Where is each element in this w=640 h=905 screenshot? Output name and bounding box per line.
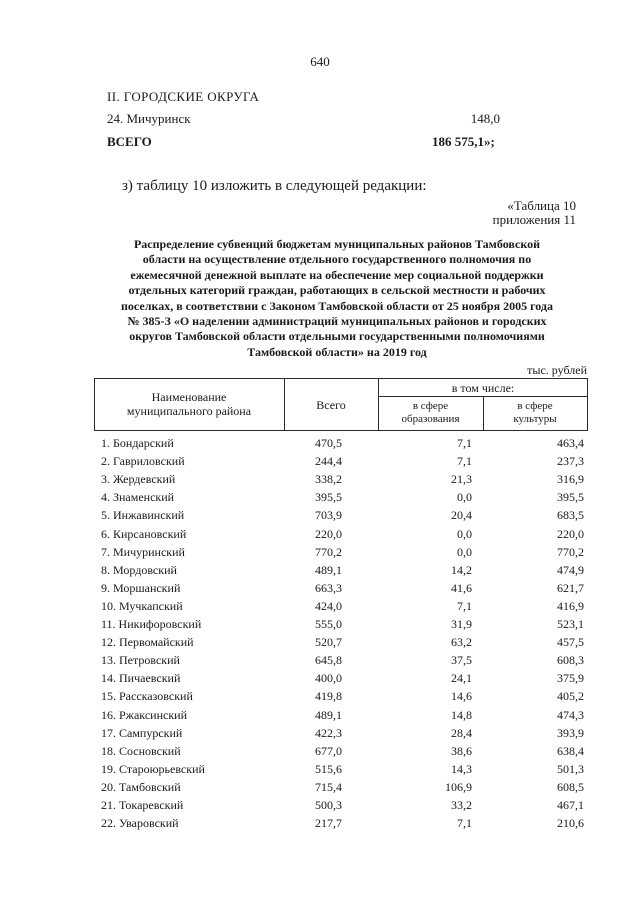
education-value: 106,9 [445,779,472,794]
culture-value: 463,4 [557,436,584,450]
total-value: 470,5 [315,436,342,450]
header-district-name: Наименование муниципального района [126,390,252,418]
section-heading: II. ГОРОДСКИЕ ОКРУГА [107,89,260,104]
town-row-value: 148,0 [470,111,500,126]
table-title-line: поселках, в соответствии с Законом Тамбовской области от 25 ноября 2005 года [121,298,553,313]
culture-value: 683,5 [557,508,584,523]
total-value: 715,4 [315,779,342,794]
district-name: 15. Рассказовский [101,689,193,704]
header-education: в сфере образования [401,400,460,425]
education-value: 14,3 [451,761,472,776]
district-name: 4. Знаменский [101,490,175,505]
education-value: 7,1 [457,816,472,831]
total-value: 400,0 [315,671,342,686]
culture-value: 375,9 [557,671,584,686]
total-value: 703,9 [315,508,342,523]
table-top-border [94,378,588,379]
district-name: 17. Сампурский [101,725,183,740]
header-total: Всего [316,398,346,412]
culture-value: 608,5 [557,779,584,794]
district-name: 6. Кирсановский [101,526,187,541]
total-value: 645,8 [315,653,342,668]
total-value: 677,0 [315,743,342,758]
culture-value: 416,9 [557,598,584,613]
table-title-line: отдельных категорий граждан, работающих в сельской местности и рабочих [128,283,546,298]
culture-value: 467,1 [557,798,584,812]
education-value: 14,2 [451,562,472,577]
district-name: 2. Гавриловский [101,454,185,469]
culture-value: 405,2 [557,689,584,704]
table-title-line: Тамбовской области» на 2019 год [247,344,427,359]
table-title-line: округов Тамбовской области отдельными государственными полномочиями [129,329,545,344]
education-value: 38,6 [451,743,472,758]
culture-value: 621,7 [557,580,584,595]
education-value: 41,6 [451,580,472,595]
education-value: 0,0 [457,490,472,505]
total-value: 515,6 [315,761,342,776]
header-including: в том числе: [451,381,515,395]
education-value: 7,1 [457,454,472,469]
culture-value: 220,0 [557,526,584,541]
district-name: 13. Петровский [101,653,180,668]
total-value: 663,3 [315,580,342,595]
district-name: 9. Моршанский [101,580,181,595]
culture-value: 523,1 [557,617,584,631]
table-title-line: ежемесячной денежной выплате на обеспечение мер социальной поддержки [130,267,544,282]
culture-value: 457,5 [557,635,584,650]
total-value: 422,3 [315,725,342,740]
table-title [100,237,574,360]
total-value: 770,2 [315,544,342,559]
total-value: 419,8 [315,689,342,704]
table-caption-line-2: приложения 11 [492,212,576,227]
total-value: 500,3 [315,798,342,812]
header-bottom-border [94,430,588,431]
units-label: тыс. рублей [527,363,587,377]
culture-value: 501,3 [557,761,584,776]
district-name: 1. Бондарский [101,436,174,450]
district-name: 5. Инжавинский [101,508,185,523]
district-name: 7. Мичуринский [101,544,185,559]
district-name: 3. Жердевский [101,472,176,487]
district-name: 18. Сосновский [101,743,181,758]
education-value: 31,9 [451,617,472,631]
page-number: 640 [310,54,330,69]
culture-value: 770,2 [557,544,584,559]
district-name: 21. Токаревский [101,798,184,812]
table-title-line: области на осуществление отдельного государственного полномочия по [142,252,532,267]
education-value: 21,3 [451,472,472,487]
district-name: 22. Уваровский [101,816,179,831]
culture-value: 316,9 [557,472,584,487]
amendment-instruction: з) таблицу 10 изложить в следующей редакции: [122,178,427,194]
culture-value: 608,3 [557,653,584,668]
culture-value: 474,3 [557,707,584,722]
total-value: 489,1 [315,707,342,722]
header-culture: в сфере культуры [513,400,557,425]
total-value: 220,0 [315,526,342,541]
district-name: 8. Мордовский [101,562,177,577]
district-name: 16. Ржаксинский [101,707,187,722]
culture-value: 474,9 [557,562,584,577]
education-value: 33,2 [451,798,472,812]
culture-value: 210,6 [557,816,584,831]
total-value: 489,1 [315,562,342,577]
district-name: 11. Никифоровский [101,617,202,631]
district-name: 20. Тамбовский [101,779,181,794]
district-name: 12. Первомайский [101,635,194,650]
education-value: 28,4 [451,725,472,740]
district-name: 14. Пичаевский [101,671,181,686]
education-value: 14,6 [451,689,472,704]
total-value: 520,7 [315,635,342,650]
education-value: 20,4 [451,508,472,523]
education-value: 7,1 [457,598,472,613]
education-value: 7,1 [457,436,472,450]
district-name: 10. Мучкапский [101,598,183,613]
culture-value: 237,3 [557,454,584,469]
table-caption-line-1: «Таблица 10 [507,198,576,213]
town-row-label: 24. Мичуринск [107,111,191,126]
total-row-value: 186 575,1»; [432,134,495,149]
total-value: 244,4 [315,454,342,469]
total-value: 555,0 [315,617,342,631]
culture-value: 395,5 [557,490,584,505]
education-value: 63,2 [451,635,472,650]
table-title-line: № 385-З «О наделении администраций муниципальных районов и городских [127,314,547,329]
education-value: 14,8 [451,707,472,722]
total-value: 424,0 [315,598,342,613]
culture-value: 393,9 [557,725,584,740]
total-value: 217,7 [315,816,342,831]
education-value: 0,0 [457,526,472,541]
culture-value: 638,4 [557,743,584,758]
education-value: 37,5 [451,653,472,668]
education-value: 24,1 [451,671,472,686]
total-value: 338,2 [315,472,342,487]
district-name: 19. Староюрьевский [101,761,205,776]
total-row-label: ВСЕГО [107,134,152,149]
table-title-line: Распределение субвенций бюджетам муниципальных районов Тамбовской [133,237,541,251]
education-value: 0,0 [457,544,472,559]
total-value: 395,5 [315,490,342,505]
